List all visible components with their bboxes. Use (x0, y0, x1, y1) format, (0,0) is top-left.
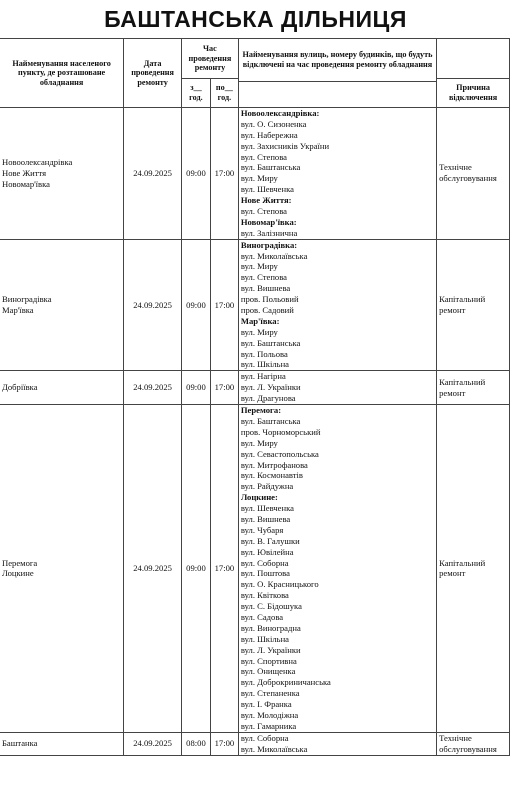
settlement-cell (0, 405, 124, 733)
street-item: пров. Садовий (240, 305, 294, 316)
header-time: Час проведення ремонту (182, 39, 239, 79)
streets-cell (238, 405, 436, 733)
street-item: пров. Польовий (240, 294, 299, 305)
street-item: вул. Вишнева (240, 513, 291, 524)
settlement-name: Новомар'ївка (2, 178, 50, 189)
time-from-cell: 09:00 (182, 239, 211, 371)
street-item: вул. Нагірна (240, 371, 286, 382)
street-item: вул. О. Красницького (240, 579, 319, 590)
street-item: вул. Севастопольська (240, 448, 319, 459)
time-from-cell: 09:00 (182, 405, 211, 733)
street-item: вул. Райдужна (240, 481, 294, 492)
header-settlement: Найменування населеного пункту, де розташоване обладнання (0, 39, 124, 108)
street-item: вул. Миру (240, 326, 278, 337)
street-item: вул. Степова (240, 272, 287, 283)
time-to-cell: 17:00 (210, 732, 238, 755)
settlement-cell (0, 239, 124, 371)
street-item: вул. С. Бідошука (240, 601, 302, 612)
settlement-group-heading: Нове Життя: (240, 195, 292, 206)
settlement-name: Добріївка (2, 382, 38, 393)
street-item: вул. Баштанська (240, 337, 301, 348)
settlement-name: Баштанка (2, 738, 38, 749)
street-item: вул. Онищенка (240, 666, 296, 677)
settlement-group-heading: Виноградівка: (240, 239, 298, 250)
date-cell: 24.09.2025 (124, 732, 182, 755)
streets-cell (238, 239, 436, 371)
street-item: вул. Баштанська (240, 162, 301, 173)
time-from-cell: 09:00 (182, 371, 211, 405)
settlement-name: Лоцкине (2, 568, 34, 579)
reason-cell: Технічне обслуговування (437, 732, 510, 755)
header-reason: Причина відключення (437, 79, 510, 108)
settlement-name: Мар'ївка (2, 305, 34, 316)
street-item: вул. Миру (240, 261, 278, 272)
settlement-name: Нове Життя (2, 167, 47, 178)
street-item: вул. Спортивна (240, 655, 297, 666)
date-cell: 24.09.2025 (124, 371, 182, 405)
street-item: вул. Миколаївська (240, 743, 308, 754)
street-item: вул. І. Франка (240, 699, 292, 710)
street-item: вул. Садова (240, 611, 284, 622)
time-to-cell: 17:00 (210, 239, 238, 371)
street-item: вул. Шкільна (240, 359, 289, 370)
street-item: вул. Миру (240, 437, 278, 448)
street-item: вул. Набережна (240, 129, 298, 140)
street-item: вул. Доброкриничанська (240, 677, 331, 688)
street-item: вул. Баштанська (240, 415, 301, 426)
reason-cell: Технічне обслуговування (437, 108, 510, 240)
street-item: пров. Чорноморський (240, 426, 321, 437)
outage-schedule-table (0, 38, 510, 756)
header-from: з__ год. (182, 79, 211, 108)
street-item: вул. Драгунова (240, 393, 296, 404)
settlement-group-heading: Новомар'ївка: (240, 216, 297, 227)
settlement-cell (0, 371, 124, 405)
street-item: вул. Ювілейна (240, 546, 294, 557)
street-item: вул. Поштова (240, 568, 290, 579)
time-from-cell: 08:00 (182, 732, 211, 755)
street-item: вул. Квіткова (240, 590, 289, 601)
street-item: вул. Молодіжна (240, 709, 299, 720)
street-item: вул. Митрофанова (240, 459, 308, 470)
streets-cell (238, 108, 436, 240)
street-item: вул. Степаненка (240, 688, 300, 699)
settlement-group-heading: Новоолександрівка: (240, 108, 320, 118)
street-item: вул. Гамарника (240, 720, 297, 731)
street-item: вул. Л. Українки (240, 644, 301, 655)
time-to-cell: 17:00 (210, 405, 238, 733)
street-item: вул. Степова (240, 151, 287, 162)
table-row (0, 108, 510, 240)
settlement-name: Виноградівка (2, 294, 52, 305)
table-row (0, 405, 510, 733)
date-cell: 24.09.2025 (124, 405, 182, 733)
header-reason-top (437, 39, 510, 79)
reason-cell: Капітальний ремонт (437, 371, 510, 405)
street-item: вул. Захисників України (240, 140, 330, 151)
settlement-cell (0, 732, 124, 755)
table-row (0, 371, 510, 405)
street-item: вул. Виноградна (240, 622, 301, 633)
settlement-group-heading: Мар'ївка: (240, 315, 280, 326)
header-to: по__ год. (210, 79, 238, 108)
table-row (0, 239, 510, 371)
streets-cell (238, 371, 436, 405)
street-item: вул. Миру (240, 173, 278, 184)
time-from-cell: 09:00 (182, 108, 211, 240)
page-title: БАШТАНСЬКА ДІЛЬНИЦЯ (104, 6, 407, 32)
street-item: вул. Л. Українки (240, 382, 301, 393)
street-item: вул. Шкільна (240, 633, 289, 644)
date-cell: 24.09.2025 (124, 239, 182, 371)
header-streets: Найменування вулиць, номеру будинків, що будуть відключені на час проведення ремонту обладнання (238, 39, 436, 82)
settlement-group-heading: Перемога: (240, 405, 282, 416)
reason-cell: Капітальний ремонт (437, 405, 510, 733)
street-item: вул. Чубаря (240, 524, 284, 535)
settlement-cell (0, 108, 124, 240)
date-cell: 24.09.2025 (124, 108, 182, 240)
street-item: вул. Вишнева (240, 283, 291, 294)
street-item: вул. Шевченка (240, 184, 294, 195)
header-streets-bottom (238, 82, 436, 108)
table-row (0, 732, 510, 755)
street-item: вул. Соборна (240, 557, 289, 568)
street-item: вул. Космонавтів (240, 470, 303, 481)
street-item: вул. О. Сизоненка (240, 118, 307, 129)
settlement-name: Новоолександрівка (2, 157, 73, 167)
time-to-cell: 17:00 (210, 108, 238, 240)
street-item: вул. Степова (240, 206, 287, 217)
street-item: вул. Польова (240, 348, 288, 359)
settlement-group-heading: Лоцкине: (240, 492, 278, 503)
street-item: вул. Соборна (240, 732, 289, 743)
streets-cell (238, 732, 436, 755)
street-item: вул. Шевченка (240, 503, 294, 514)
settlement-name: Перемога (2, 557, 38, 568)
street-item: вул. Залізнична (240, 227, 298, 238)
header-date: Дата проведення ремонту (124, 39, 182, 108)
street-item: вул. Миколаївська (240, 250, 308, 261)
time-to-cell: 17:00 (210, 371, 238, 405)
reason-cell: Капітальний ремонт (437, 239, 510, 371)
street-item: вул. В. Галушки (240, 535, 300, 546)
